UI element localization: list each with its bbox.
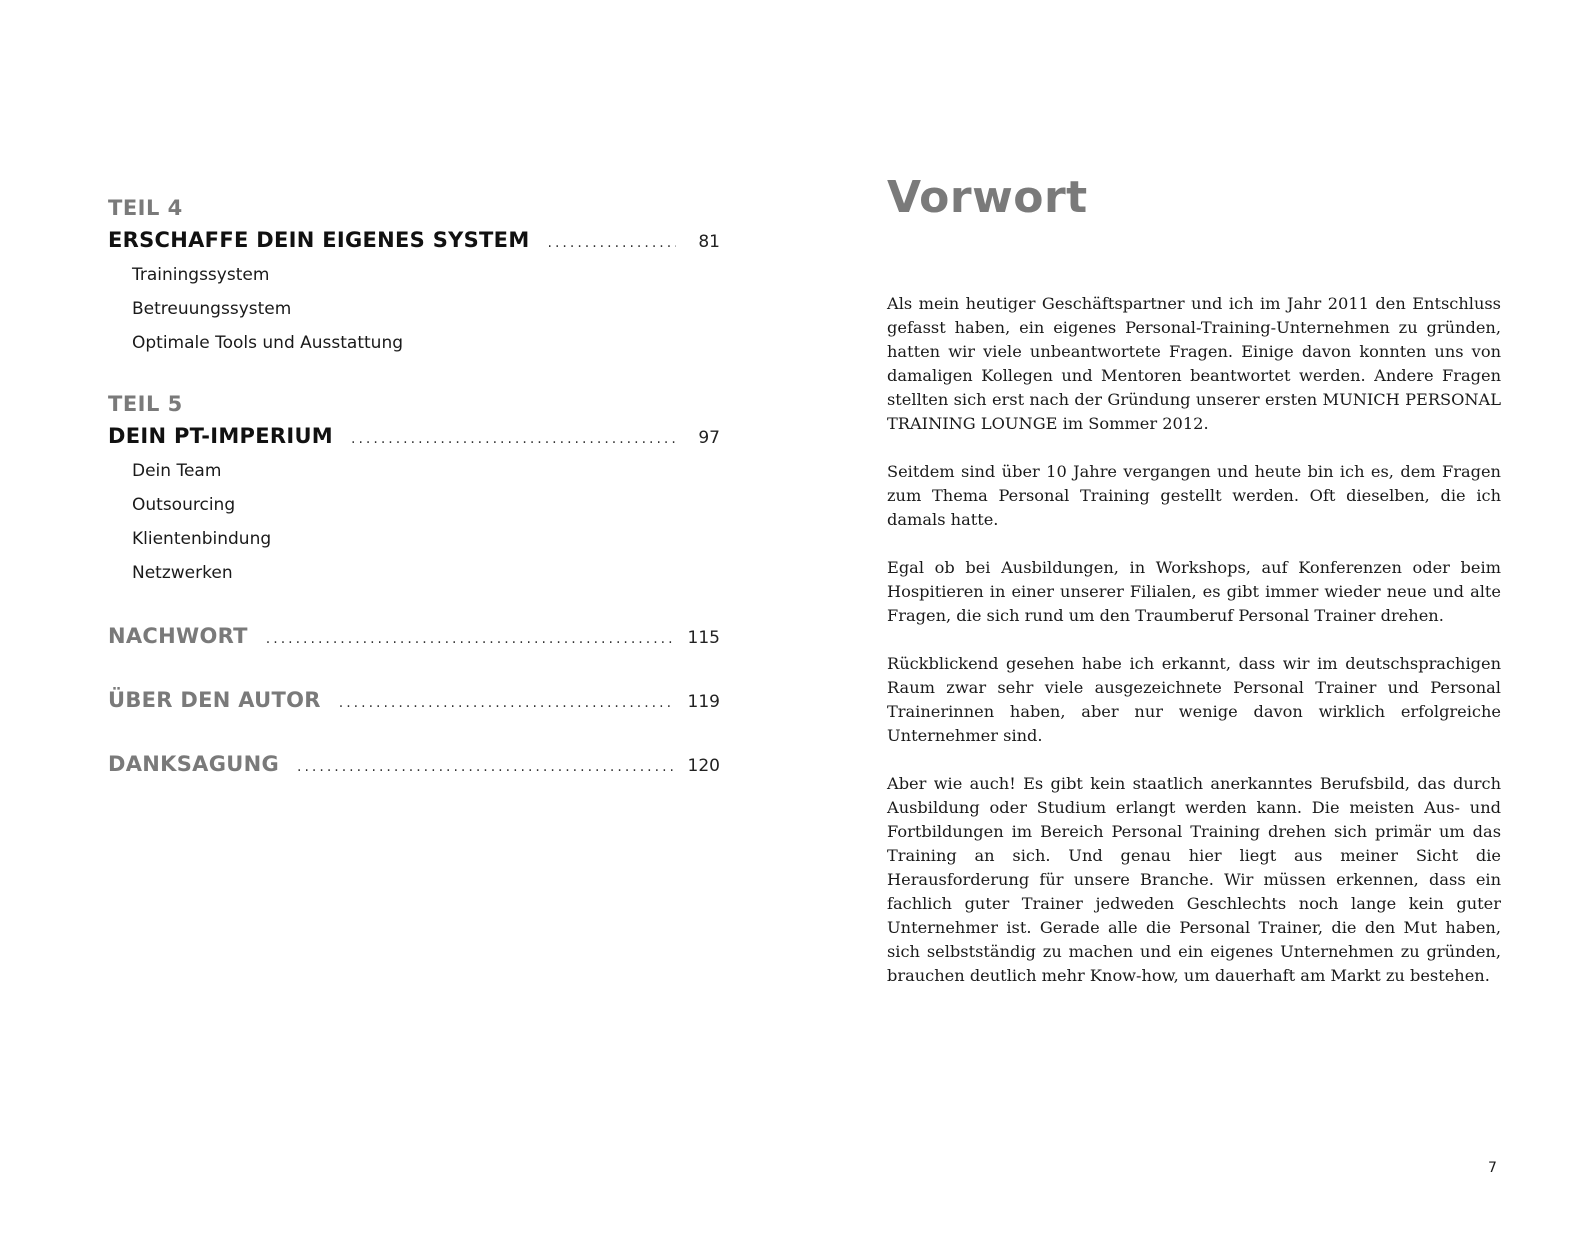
toc-entry[interactable] (108, 418, 720, 454)
toc-section-item[interactable]: Trainingssystem (132, 265, 270, 285)
spacer (108, 718, 720, 746)
toc-section-item[interactable]: Netzwerken (132, 563, 233, 583)
spacer (108, 654, 720, 682)
toc-entry-page: 97 (698, 428, 720, 448)
dot-leader (548, 225, 676, 261)
body-paragraph: Aber wie auch! Es gibt kein staatlich anerkanntes Berufsbild, das durch Ausbildung oder Studium erlangt werden kann. Die meisten Aus- und Fortbildungen im Bereich Personal Training drehen sich primär um das Training an sich. Und genau hier liegt aus meiner Sicht die Herausforderung für unsere Branche. Wir müssen erkennen, dass ein fachlich guter Trainer jedweden Geschlechts noch lange kein guter Unternehmer ist. Gerade alle die Personal Trainer, die den Mut haben, sich selbstständig zu machen und ein eigenes Unternehmen zu gründen, brauchen deutlich mehr Know-how, um dauerhaft am Markt zu bestehen. (887, 774, 1501, 985)
toc-entry-title: DEIN PT-IMPERIUM (108, 424, 334, 448)
chapter-body (887, 292, 1501, 1012)
toc-section-item[interactable]: Optimale Tools und Ausstattung (132, 333, 404, 353)
toc-entry-page: 81 (698, 232, 720, 252)
toc-entry-danksagung[interactable] (108, 746, 720, 782)
body-paragraph: Egal ob bei Ausbildungen, in Workshops, auf Konferenzen oder beim Hospitieren in einer unserer Filialen, es gibt immer wieder neue und alte Fragen, die sich rund um den Traumberuf Personal Trainer drehen. (887, 558, 1501, 625)
spacer (108, 360, 720, 390)
body-paragraph: Rückblickend gesehen habe ich erkannt, dass wir im deutschsprachigen Raum zwar sehr viele ausgezeichnete Personal Trainer und Personal Trainerinnen haben, aber nur wenige davon wirklich erfolgreiche Unternehmer sind. (887, 654, 1501, 745)
page-number: 7 (1488, 1160, 1497, 1176)
toc-entry-page: 120 (687, 756, 720, 776)
toc-section-item[interactable]: Betreuungssystem (132, 299, 292, 319)
toc-part-label: TEIL 5 (108, 392, 183, 416)
chapter-title: Vorwort (887, 172, 1088, 223)
toc-entry[interactable] (108, 222, 720, 258)
toc-section-item[interactable]: Dein Team (132, 461, 222, 481)
body-paragraph: Seitdem sind über 10 Jahre vergangen und heute bin ich es, dem Fragen zum Thema Personal Training gestellt werden. Oft dieselben, die ich damals hatte. (887, 462, 1501, 529)
toc-section-item[interactable]: Outsourcing (132, 495, 236, 515)
body-paragraph: Als mein heutiger Geschäftspartner und ich im Jahr 2011 den Entschluss gefasst haben, ein eigenes Personal-Training-Unternehmen zu gründen, hatten wir viele unbeantwortete Fragen. Einige davon konnten uns von damaligen Kollegen und Mentoren beantwortet werden. Andere Fragen stellten sich erst nach der Gründung unserer ersten MUNICH PERSONAL TRAINING LOUNGE im Sommer 2012. (887, 294, 1501, 433)
dot-leader (297, 749, 674, 785)
toc-entry-title: NACHWORT (108, 624, 248, 648)
dot-leader (351, 421, 676, 457)
toc-entry-ueber-den-autor[interactable] (108, 682, 720, 718)
toc-section-list (108, 258, 720, 360)
table-of-contents (108, 194, 720, 782)
toc-section-list (108, 454, 720, 590)
toc-part-label: TEIL 4 (108, 196, 183, 220)
toc-entry-page: 119 (687, 692, 720, 712)
dot-leader (266, 621, 674, 657)
toc-entry-title: ÜBER DEN AUTOR (108, 688, 321, 712)
toc-entry-nachwort[interactable] (108, 618, 720, 654)
dot-leader (339, 685, 674, 721)
toc-entry-page: 115 (687, 628, 720, 648)
toc-entry-title: ERSCHAFFE DEIN EIGENES SYSTEM (108, 228, 530, 252)
toc-section-item[interactable]: Klientenbindung (132, 529, 272, 549)
toc-entry-title: DANKSAGUNG (108, 752, 280, 776)
spacer (108, 590, 720, 618)
